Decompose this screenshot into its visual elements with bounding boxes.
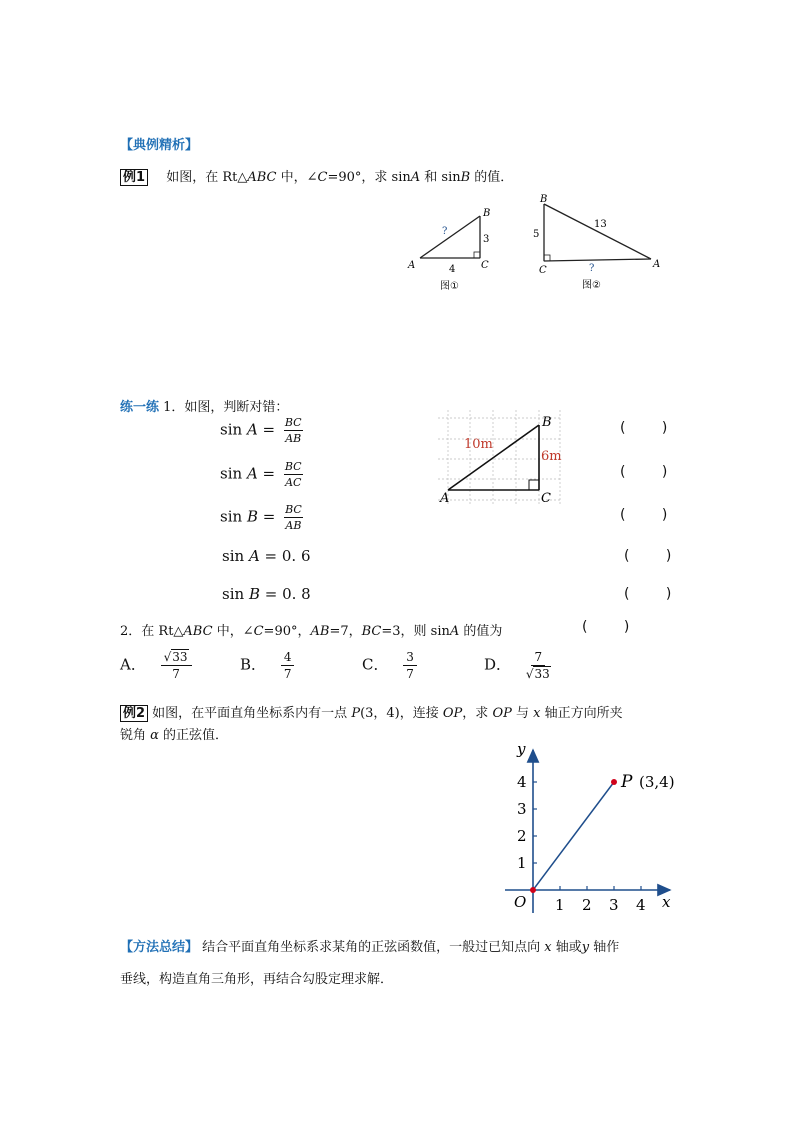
answer-blank-4[interactable]: ( ) <box>624 548 688 564</box>
origin-point <box>530 887 536 893</box>
practice-fig-leg: 6m <box>541 449 562 464</box>
practice-q1 <box>120 396 288 415</box>
answer-blank-5[interactable]: ( ) <box>624 586 688 602</box>
x-tick-2: 2 <box>582 896 592 914</box>
fig1-caption: 图① <box>440 281 459 292</box>
practice-fig-vertex-a: A <box>440 491 450 506</box>
fig1-vertex-a: A <box>408 260 416 271</box>
y-tick-1: 1 <box>517 854 527 872</box>
method-line2: 垂线，构造直角三角形，再结合勾股定理求解． <box>120 972 394 987</box>
practice-item-4: sin A = 0. 6 <box>222 547 311 565</box>
coordinate-graph <box>500 735 690 920</box>
fig2-vertex-b: B <box>540 194 548 205</box>
fig1-leg-v: 3 <box>483 234 490 245</box>
answer-blank-3[interactable]: ( ) <box>620 507 684 523</box>
x-tick-3: 3 <box>609 896 619 914</box>
y-axis-label: y <box>517 740 526 758</box>
answer-blank-2[interactable]: ( ) <box>620 464 684 480</box>
point-p-coords: (3,4) <box>639 773 675 791</box>
fig1-hyp-label: ? <box>442 226 448 237</box>
practice-fig-vertex-c: C <box>541 491 551 506</box>
answer-blank-q2[interactable]: ( ) <box>582 619 646 635</box>
fig1-vertex-b: B <box>483 208 491 219</box>
x-axis-label: x <box>662 893 671 911</box>
option-d[interactable]: D． $\frac{7}{√33}$ <box>484 650 550 681</box>
practice-fig-hyp: 10m <box>464 437 493 452</box>
practice-q1-text: 1．如图，判断对错： <box>159 400 289 415</box>
option-a[interactable]: A． $\frac{√33}{7}$ <box>120 650 192 681</box>
point-p-label: P <box>621 772 633 792</box>
practice-item-1: sin A = $\frac{BC}{AB}$ <box>220 416 302 445</box>
segment-op <box>533 782 614 890</box>
fig2-vertex-a: A <box>653 259 661 270</box>
section-title-example: 【典例精析】 <box>120 138 199 153</box>
option-b[interactable]: B． $\frac{4}{7}$ <box>240 650 294 681</box>
y-tick-3: 3 <box>517 800 527 818</box>
example1-label: 例1 <box>120 169 148 186</box>
x-tick-4: 4 <box>636 896 646 914</box>
fig2-leg-v: 5 <box>533 229 540 240</box>
practice-q2: 2．在 Rt△ABC 中，∠C=90°，AB=7，BC=3，则 sinA 的值为 <box>120 624 503 639</box>
example2-line2: 锐角 α 的正弦值． <box>120 728 229 743</box>
triangle-figure-2 <box>530 190 670 300</box>
fig1-leg-h: 4 <box>449 264 456 275</box>
fig2-hyp-label: 13 <box>594 219 607 230</box>
example2-line1: 例2 如图，在平面直角坐标系内有一点 P(3，4)，连接 OP，求 OP 与 x 轴正方向所夹 <box>120 702 623 721</box>
point-p <box>611 779 617 785</box>
x-tick-1: 1 <box>555 896 565 914</box>
triangle-figure-1 <box>400 200 510 300</box>
fig2-caption: 图② <box>582 280 601 291</box>
y-tick-2: 2 <box>517 827 527 845</box>
fig2-vertex-c: C <box>539 265 547 276</box>
example2-label: 例2 <box>120 705 148 722</box>
origin-label: O <box>514 893 527 911</box>
option-c[interactable]: C． $\frac{3}{7}$ <box>362 650 417 681</box>
fig2-leg-h: ? <box>589 263 595 274</box>
practice-label: 练一练 <box>120 400 160 415</box>
practice-item-3: sin B = $\frac{BC}{AB}$ <box>220 503 302 532</box>
y-tick-4: 4 <box>517 773 527 791</box>
method-line1: 【方法总结】 结合平面直角坐标系求某角的正弦函数值，一般过已知点向 x 轴或y 轴作 <box>120 940 620 955</box>
practice-triangle-figure <box>432 410 572 510</box>
example1-question <box>120 166 513 185</box>
answer-blank-1[interactable]: ( ) <box>620 420 684 436</box>
practice-fig-vertex-b: B <box>542 415 552 430</box>
method-label: 【方法总结】 <box>120 940 199 955</box>
practice-item-5: sin B = 0. 8 <box>222 585 311 603</box>
fig1-vertex-c: C <box>481 260 489 271</box>
practice-item-2: sin A = $\frac{BC}{AC}$ <box>220 460 302 489</box>
example1-text: 如图，在 Rt△ABC 中，∠C=90°，求 sinA 和 sinB 的值． <box>166 170 514 185</box>
